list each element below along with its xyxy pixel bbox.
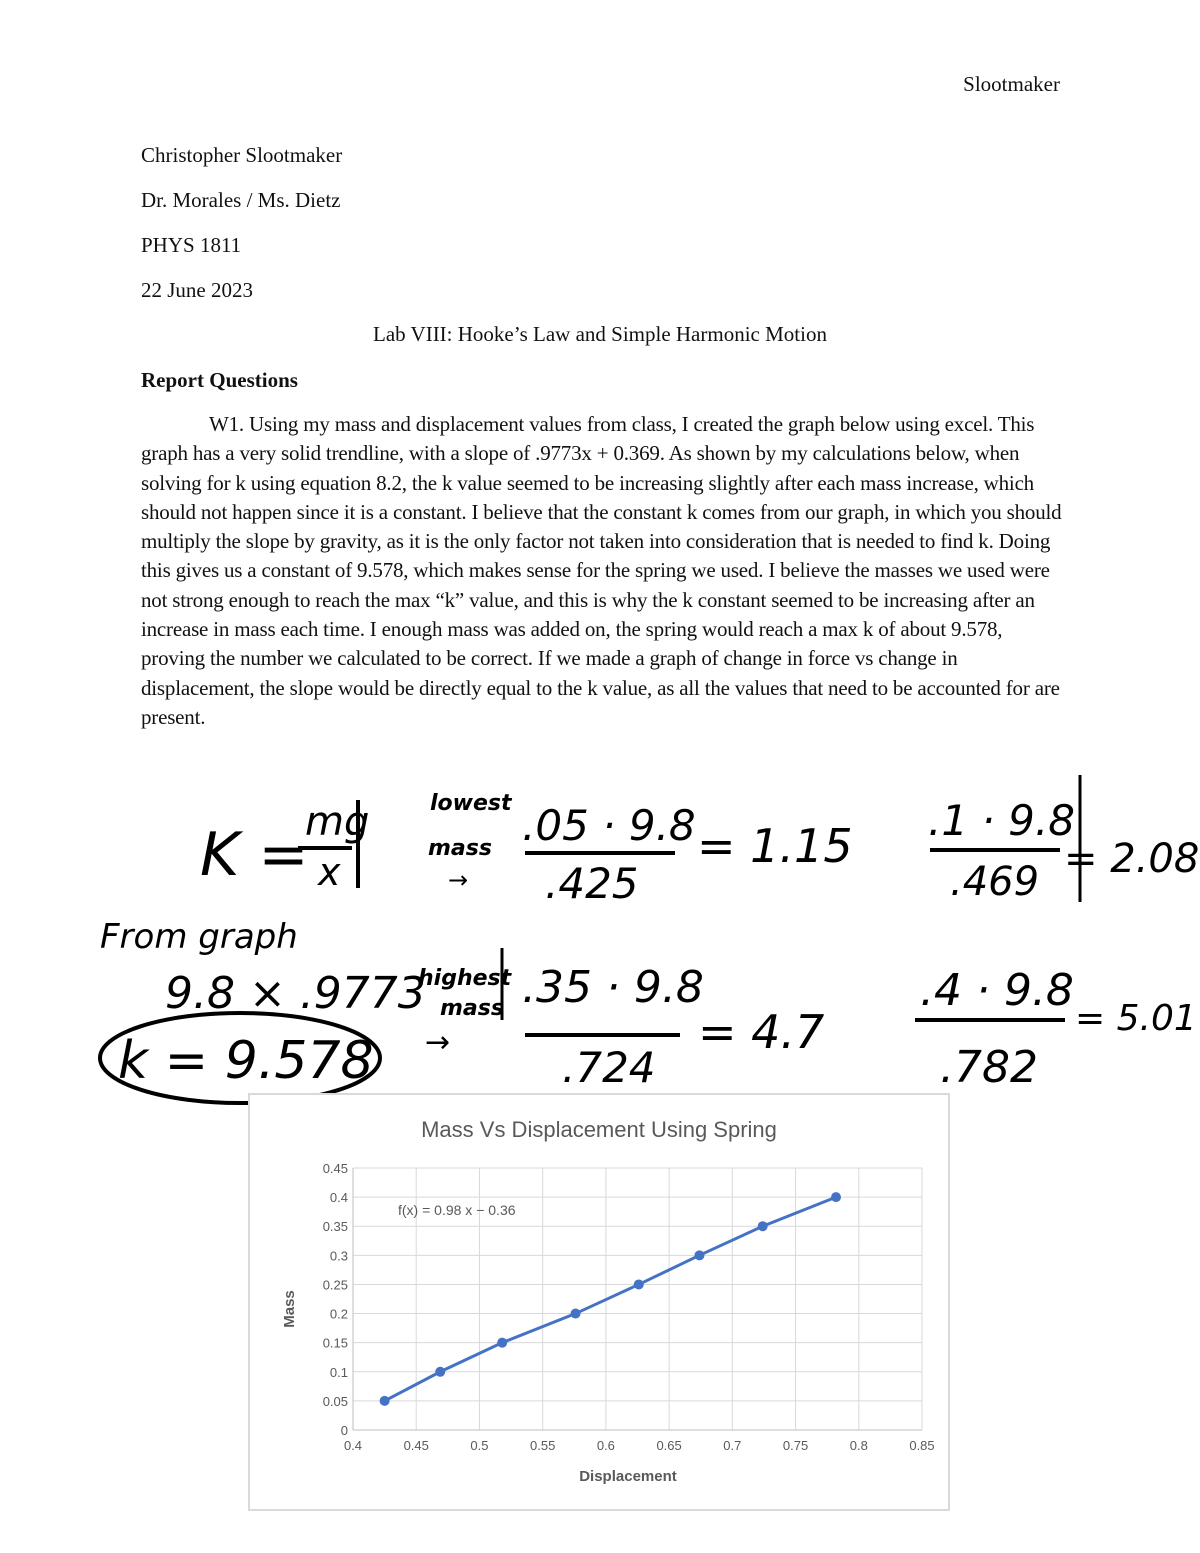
x-axis-label: Displacement (579, 1468, 677, 1485)
trendline-equation: f(x) = 0.98 x − 0.36 (398, 1202, 516, 1218)
hw-calc4-result: = 5.01 (1075, 998, 1197, 1039)
date-line: 22 June 2023 (141, 278, 253, 302)
instructor-names: Dr. Morales / Ms. Dietz (141, 188, 341, 212)
data-point (497, 1338, 507, 1348)
y-tick-label: 0.4 (329, 1190, 348, 1206)
hw-lowest-arrow: → (448, 866, 469, 894)
y-tick-label: 0 (340, 1423, 348, 1438)
hw-highest-label-2: mass (440, 996, 504, 1021)
document-title: Lab VIII: Hooke’s Law and Simple Harmonic Motion (373, 322, 827, 346)
y-tick-label: 0.45 (322, 1161, 348, 1176)
data-point (435, 1367, 445, 1377)
hw-calc1-num: .05 · 9.8 (522, 801, 696, 850)
hw-k-result: k = 9.578 (118, 1031, 374, 1091)
body-paragraph: W1. Using my mass and displacement values from class, I created the graph below using excel. This graph has a very solid trendline, with a slope of .9773x + 0.369. As shown by my calculations below, when solving for k using equation 8.2, the k value seemed to be increasing slightly after each mass increase, which should not happen since it is a constant. I believe that the constant k comes from our graph, in which you should multiply the slope by gravity, as it is the only factor not taken into consideration that is needed to find k. Doing this gives us a constant of 9.578, which makes sense for the spring we used. I believe the masses we used were not strong enough to reach the max “k” value, and this is why the k constant seemed to be increasing after an increase in mass each time. I enough mass was added on, the spring would reach a max k of about 9.578, proving the number we calculated to be correct. If we made a graph of change in force vs change in displacement, the slope would be directly equal to the k value, as all the values that need to be accounted for are present. (141, 412, 1062, 729)
hw-calc3-result: = 4.7 (698, 1005, 825, 1059)
hw-calc3-num: .35 · 9.8 (522, 962, 704, 1013)
x-tick-label: 0.6 (596, 1438, 615, 1453)
hw-graph-calc: 9.8 × .9773 (165, 968, 426, 1019)
data-point (758, 1221, 768, 1231)
x-tick-label: 0.65 (656, 1438, 682, 1453)
y-tick-label: 0.2 (329, 1306, 348, 1322)
data-point (634, 1279, 644, 1289)
series-line (385, 1197, 836, 1401)
data-point (831, 1192, 841, 1202)
hw-calc4-num: .4 · 9.8 (920, 965, 1074, 1016)
y-tick-label: 0.25 (322, 1277, 348, 1293)
chart-title: Mass Vs Displacement Using Spring (421, 1117, 777, 1142)
author-name: Christopher Slootmaker (141, 143, 343, 167)
y-tick-label: 0.05 (322, 1393, 348, 1409)
hw-from-graph: From graph (100, 917, 298, 957)
data-point (380, 1396, 390, 1406)
data-point (694, 1250, 704, 1260)
hw-highest-arrow: → (425, 1025, 451, 1060)
data-point (571, 1309, 581, 1319)
scatter-chart (250, 1095, 948, 1509)
hw-calc1-result: = 1.15 (697, 819, 853, 873)
y-tick-label: 0.3 (329, 1248, 348, 1264)
hw-k-formula-left: K = (200, 820, 309, 890)
hw-k-formula-num: mg (305, 799, 370, 845)
hw-lowest-label: lowest (430, 791, 512, 816)
hw-k-formula-den: x (318, 850, 341, 894)
hw-calc2-num: .1 · 9.8 (928, 796, 1075, 845)
section-heading: Report Questions (141, 368, 298, 392)
x-tick-label: 0.85 (909, 1438, 935, 1453)
hw-lowest-label-2: mass (428, 836, 492, 861)
hw-calc3-den: .724 (562, 1043, 656, 1092)
hw-calc4-den: .782 (940, 1042, 1038, 1093)
x-tick-label: 0.4 (343, 1438, 363, 1453)
hw-calc2-den: .469 (950, 859, 1040, 905)
running-header: Slootmaker (963, 72, 1060, 96)
hw-calc1-den: .425 (545, 859, 639, 908)
x-tick-label: 0.7 (723, 1438, 742, 1453)
course-code: PHYS 1811 (141, 233, 242, 257)
x-tick-label: 0.45 (403, 1438, 429, 1453)
chart-container (248, 1093, 950, 1511)
x-tick-label: 0.8 (849, 1438, 868, 1453)
y-axis-label: Mass (281, 1290, 298, 1328)
y-tick-label: 0.1 (329, 1364, 348, 1380)
x-tick-label: 0.55 (530, 1438, 556, 1453)
y-tick-label: 0.15 (322, 1335, 348, 1351)
y-tick-label: 0.35 (322, 1219, 348, 1235)
hw-calc2-result: = 2.08 (1064, 836, 1200, 882)
hw-highest-label: highest (418, 966, 512, 991)
x-tick-label: 0.75 (782, 1438, 809, 1453)
x-tick-label: 0.5 (470, 1438, 489, 1453)
